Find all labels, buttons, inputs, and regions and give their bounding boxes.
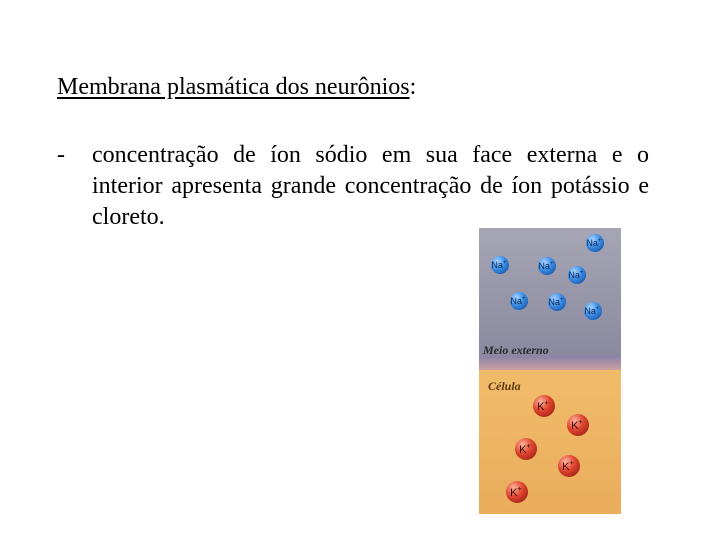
sodium-ion-label: Na+ <box>568 269 584 281</box>
bullet-marker: - <box>57 142 65 168</box>
potassium-ion-label: K+ <box>537 397 549 413</box>
sodium-ion <box>586 234 604 252</box>
sodium-ion-label: Na+ <box>538 260 554 272</box>
potassium-ion-label: K+ <box>571 416 583 432</box>
sodium-ion-label: Na+ <box>584 305 600 317</box>
potassium-ion-label: K+ <box>510 483 522 499</box>
membrane-illustration <box>479 228 621 514</box>
sodium-ion-label: Na+ <box>548 296 564 308</box>
sodium-ion <box>491 256 509 274</box>
potassium-ion <box>533 395 555 417</box>
sodium-ion <box>548 293 566 311</box>
bullet-item <box>57 140 649 233</box>
sodium-ion <box>568 266 586 284</box>
sodium-ion <box>510 292 528 310</box>
sodium-ion-label: Na+ <box>491 259 507 271</box>
potassium-ion <box>558 455 580 477</box>
sodium-ion <box>538 257 556 275</box>
potassium-ion <box>506 481 528 503</box>
sodium-ion-label: Na+ <box>586 237 602 249</box>
inner-region-label: Célula <box>488 379 521 393</box>
slide-title-text: Membrana plasmática dos neurônios <box>57 74 410 100</box>
slide-title <box>57 70 416 104</box>
potassium-ion-label: K+ <box>519 440 531 456</box>
sodium-ion-label: Na+ <box>510 295 526 307</box>
potassium-ion <box>515 438 537 460</box>
potassium-ion <box>567 414 589 436</box>
potassium-ion-label: K+ <box>562 457 574 473</box>
membrane-diagram <box>479 228 621 514</box>
bullet-text: concentração de íon sódio em sua face externa e o interior apresenta grande concentração de íon potássio e cloreto. <box>92 142 649 230</box>
outer-region-label: Meio externo <box>483 343 549 357</box>
cell-membrane <box>479 356 621 370</box>
slide-title-colon: : <box>409 74 417 100</box>
sodium-ion <box>584 302 602 320</box>
